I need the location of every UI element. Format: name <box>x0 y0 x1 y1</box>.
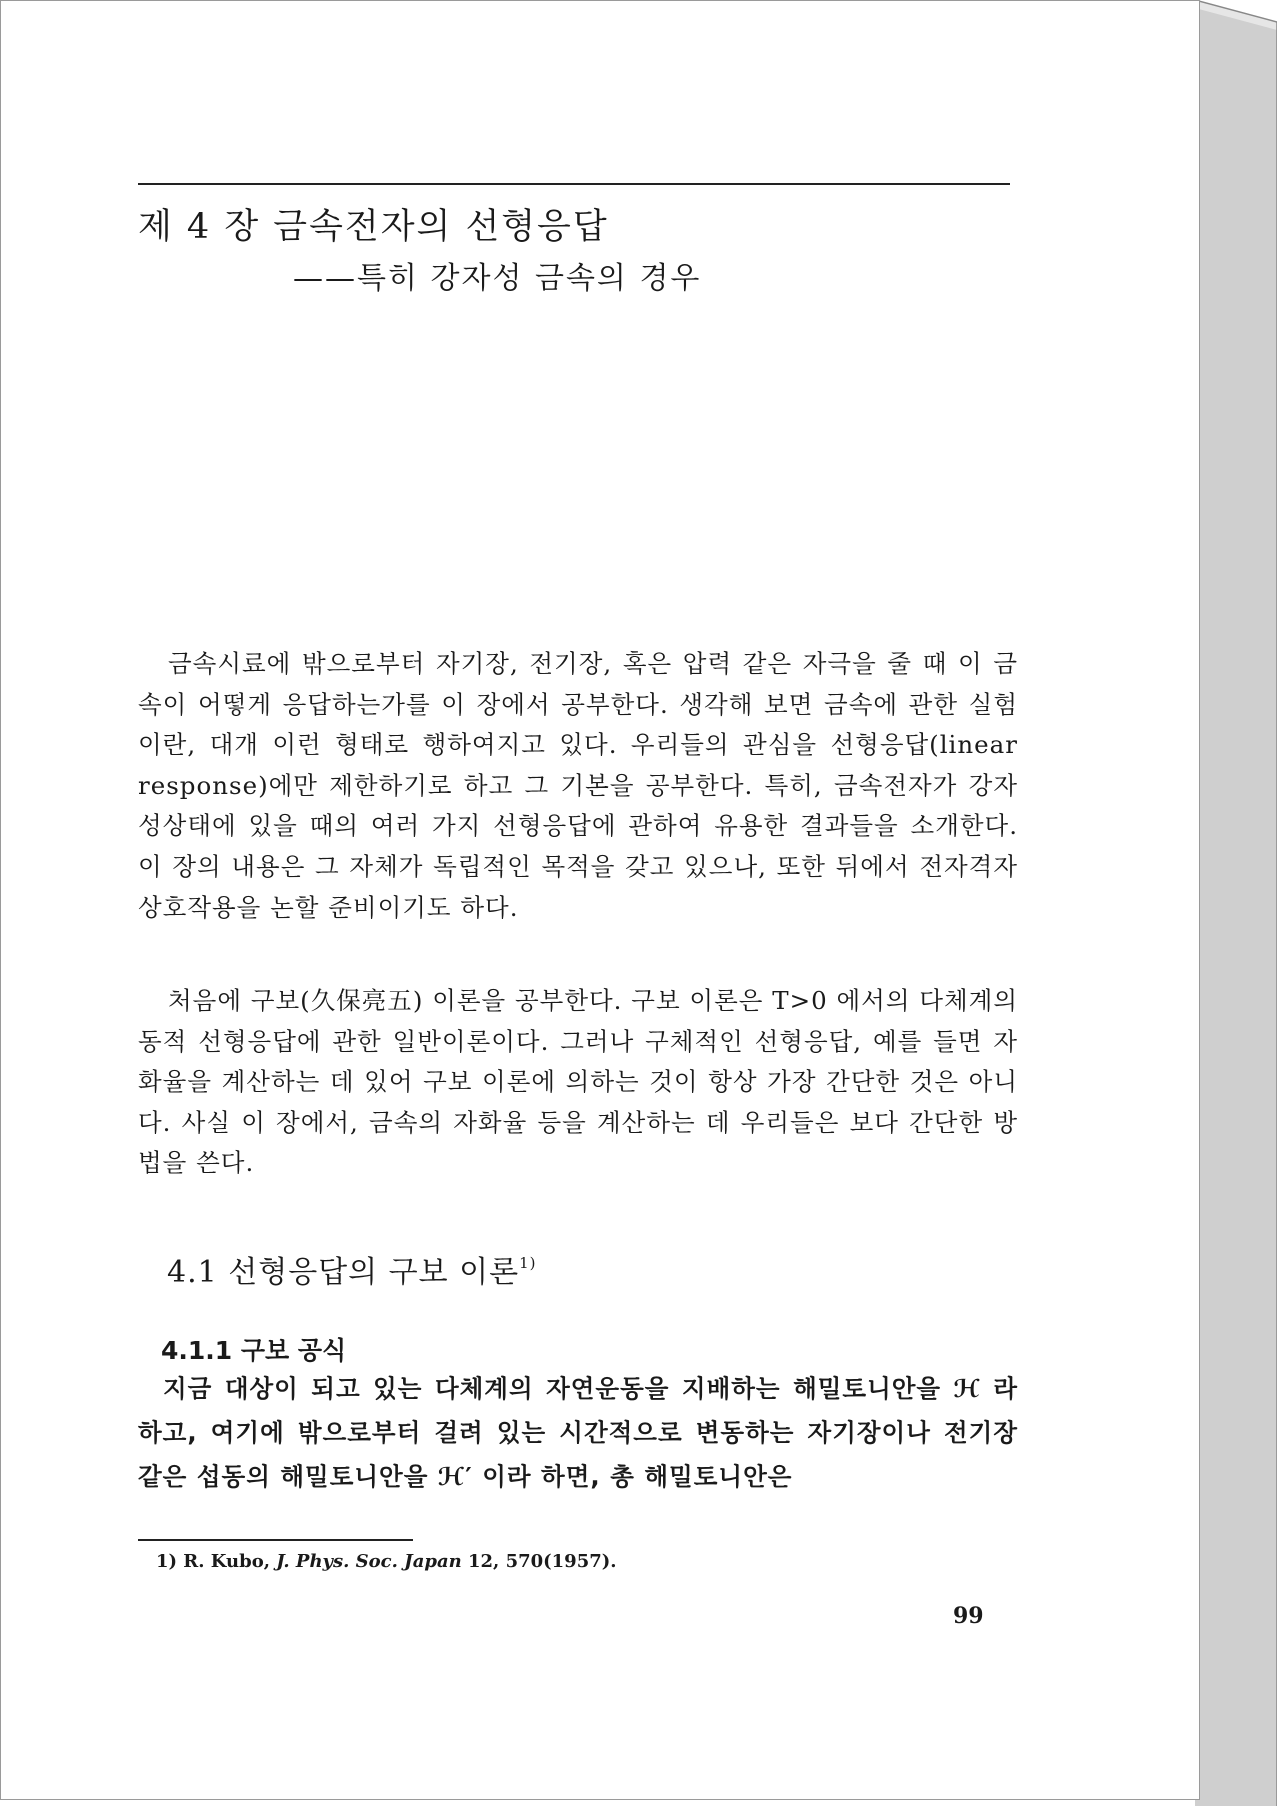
section-heading <box>167 1247 537 1291</box>
book-page-edge <box>1195 0 1277 1806</box>
paragraph-text: 지금 대상이 되고 있는 다체계의 자연운동을 지배하는 해밀토니안을 ℋ 라 하고, 여기에 밖으로부터 걸려 있는 시간적으로 변동하는 자기장이나 전기장 같은 섭동의 해밀토니안을 ℋ′ 이라 하면, 총 해밀토니안은 <box>138 1374 1018 1491</box>
chapter-title: 제 4 장 금속전자의 선형응답 <box>138 207 609 247</box>
footnote-journal: J. Phys. Soc. Japan <box>276 1551 462 1572</box>
subsection-paragraph <box>138 1367 1018 1499</box>
paragraph-text: 처음에 구보(久保亮五) 이론을 공부한다. 구보 이론은 T>0 에서의 다체계의 동적 선형응답에 관한 일반이론이다. 그러나 구체적인 선형응답, 예를 들면 자화율을 계산하는 데 있어 구보 이론에 의하는 것이 항상 가장 간단한 것은 아니다. 사실 이 장에서, 금속의 자화율 등을 계산하는 데 우리들은 보다 간단한 방법을 쓴다. <box>138 986 1018 1178</box>
footnote-rest: 12, 570(1957). <box>467 1551 617 1572</box>
intro-paragraph-1 <box>138 644 1018 928</box>
footnote-rule <box>138 1539 413 1541</box>
subsection-heading: 4.1.1 구보 공식 <box>161 1336 347 1365</box>
page-number: 99 <box>953 1603 984 1629</box>
section-heading-text: 4.1 선형응답의 구보 이론 <box>167 1255 520 1290</box>
footnote <box>156 1551 617 1572</box>
intro-paragraph-2 <box>138 981 1018 1184</box>
footnote-marker: 1) <box>519 1254 537 1272</box>
footnote-prefix: 1) R. Kubo, <box>156 1551 270 1572</box>
chapter-rule <box>138 183 1010 185</box>
chapter-subtitle: ——특히 강자성 금속의 경우 <box>293 261 702 296</box>
paragraph-text: 금속시료에 밖으로부터 자기장, 전기장, 혹은 압력 같은 자극을 줄 때 이 금속이 어떻게 응답하는가를 이 장에서 공부한다. 생각해 보면 금속에 관한 실험이란, 대개 이런 형태로 행하여지고 있다. 우리들의 관심을 선형응답(linear response)에만 제한하기로 하고 그 기본을 공부한다. 특히, 금속전자가 강자성상태에 있을 때의 여러 가지 선형응답에 관하여 유용한 결과들을 소개한다. 이 장의 내용은 그 자체가 독립적인 목적을 갖고 있으나, 또한 뒤에서 전자격자 상호작용을 논할 준비이기도 하다. <box>138 649 1018 922</box>
